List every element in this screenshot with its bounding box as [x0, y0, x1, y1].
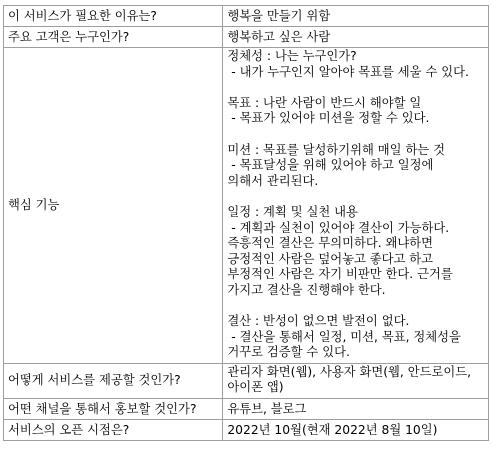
- answer-line: 긍정적인 사람은 덮어놓고 좋다고 하고: [227, 251, 434, 266]
- answer-line: 거꾸로 검증할 수 있다.: [227, 345, 350, 360]
- answer-cell[interactable]: 행복하고 싶은 사람: [223, 27, 489, 48]
- answer-line: 즉흥적인 결산은 무의미하다. 왜냐하면: [227, 236, 434, 251]
- answer-line: - 계획과 실천이 있어야 결산이 가능하다.: [227, 220, 450, 235]
- answer-line: 의해서 관리된다.: [227, 173, 319, 188]
- answer-line: 아이폰 앱): [227, 380, 284, 395]
- question-cell[interactable]: 핵심 기능: [4, 48, 223, 364]
- answer-line: 관리자 화면(웹), 사용자 화면(웹, 안드로이드,: [227, 364, 472, 379]
- answer-line: 정체성 : 나는 누구인가?: [227, 49, 357, 63]
- table-row: [4, 48, 489, 364]
- question-cell[interactable]: 이 서비스가 필요한 이유는?: [4, 6, 223, 27]
- blank-line: [227, 189, 484, 205]
- answer-line: 결산 : 반성이 없으면 발전이 없다.: [227, 314, 410, 329]
- table-row: [4, 6, 489, 27]
- question-cell[interactable]: 주요 고객은 누구인가?: [4, 27, 223, 48]
- blank-line: [227, 299, 484, 315]
- answer-cell-core-features[interactable]: [223, 48, 489, 364]
- question-cell[interactable]: 어떤 채널을 통해서 홍보할 것인가?: [4, 399, 223, 420]
- answer-line: - 목표달성을 위해 있어야 하고 일정에: [227, 158, 434, 173]
- service-plan-table: [3, 5, 489, 441]
- blank-line: [227, 80, 484, 96]
- answer-cell[interactable]: 유튜브, 블로그: [223, 399, 489, 420]
- answer-line: 가지고 결산을 진행해야 한다.: [227, 282, 386, 297]
- answer-cell[interactable]: [223, 363, 489, 398]
- question-cell[interactable]: 서비스의 오픈 시점은?: [4, 420, 223, 441]
- answer-line: - 목표가 있어야 미션을 정할 수 있다.: [227, 111, 430, 126]
- table-row: [4, 363, 489, 398]
- answer-line: - 결산을 통해서 일정, 미션, 목표, 정체성을: [227, 329, 461, 344]
- table-row: [4, 399, 489, 420]
- answer-cell[interactable]: 2022년 10월(현재 2022년 8월 10일): [223, 420, 489, 441]
- table-row: [4, 420, 489, 441]
- answer-line: 목표 : 나란 사람이 반드시 해야할 일: [227, 95, 422, 110]
- answer-line: - 내가 누구인지 알아야 목표를 세울 수 있다.: [227, 64, 469, 79]
- answer-line: 일정 : 계획 및 실천 내용: [227, 204, 358, 219]
- blank-line: [227, 127, 484, 143]
- answer-line: 미션 : 목표를 달성하기위해 매일 하는 것: [227, 142, 446, 157]
- question-cell[interactable]: 어떻게 서비스를 제공할 것인가?: [4, 363, 223, 398]
- table-row: [4, 27, 489, 48]
- answer-cell[interactable]: 행복을 만들기 위함: [223, 6, 489, 27]
- answer-line: 부정적인 사람은 자기 비판만 한다. 근거를: [227, 267, 453, 282]
